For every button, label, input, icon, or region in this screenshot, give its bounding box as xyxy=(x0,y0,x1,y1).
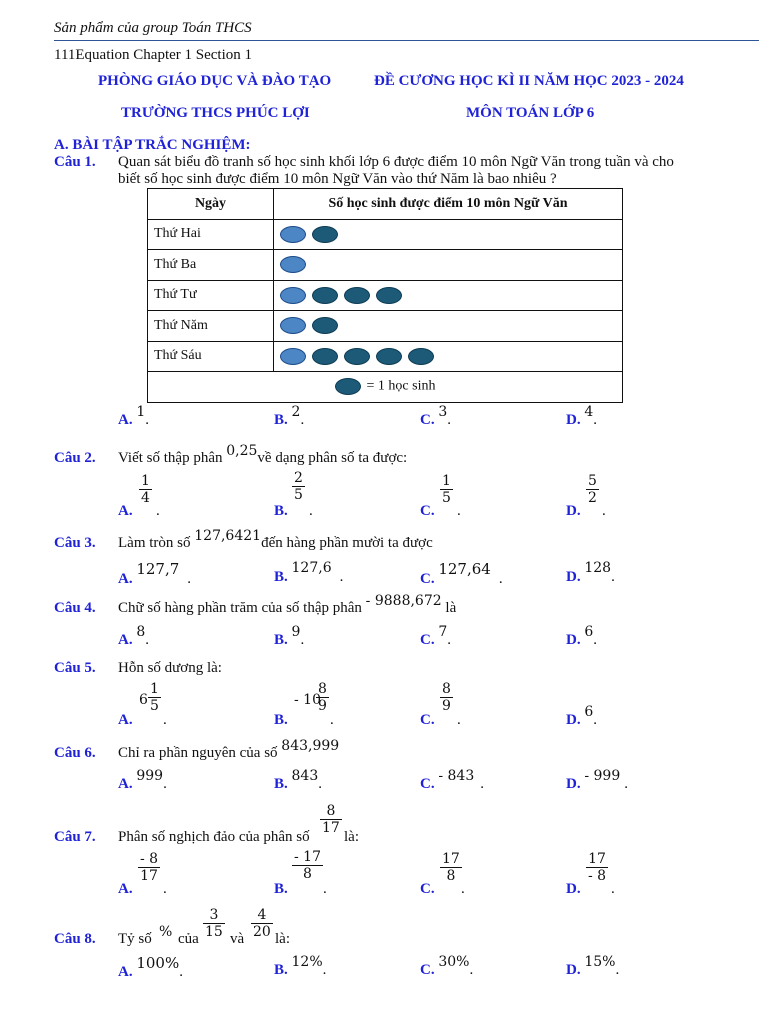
q7-option-d[interactable]: D. xyxy=(566,881,581,897)
q4-option-d[interactable]: D. 6. xyxy=(566,624,598,648)
q1-option-d[interactable]: D. 4. xyxy=(566,404,598,428)
student-icon xyxy=(280,348,306,365)
q8-option-c[interactable]: C. 30%. xyxy=(420,954,474,978)
q8-and: và xyxy=(230,931,245,947)
q2-option-b[interactable]: B. xyxy=(274,503,288,519)
subject-title: MÔN TOÁN LỚP 6 xyxy=(466,105,595,121)
student-icon xyxy=(312,348,338,365)
q2-option-a[interactable]: A. xyxy=(118,503,133,519)
q3-text: Làm tròn số 127,6421đến hàng phần mười ta được xyxy=(118,528,433,551)
q7-option-c[interactable]: C. xyxy=(420,881,435,897)
pictograph-table xyxy=(147,188,623,403)
q7-option-c-fraction: $\frac{17}{8}$ xyxy=(442,851,460,884)
q4-text: Chữ số hàng phần trăm của số thập phân - 9888,672 là xyxy=(118,593,457,616)
q7-option-b-fraction: $\frac{- 17}{8}$ xyxy=(294,849,321,882)
school-name: TRƯỜNG THCS PHÚC LỢI xyxy=(121,105,310,121)
q7-option-b[interactable]: B. xyxy=(274,881,288,897)
q2-option-d[interactable]: D. xyxy=(566,503,581,519)
q6-option-b[interactable]: B. 843. xyxy=(274,768,322,792)
q8-percent-sign: % xyxy=(159,924,173,940)
q1-option-c[interactable]: C. 3. xyxy=(420,404,452,428)
student-icon xyxy=(335,378,361,395)
q3-option-b[interactable]: B. 127,6. xyxy=(274,560,344,585)
student-icon xyxy=(344,348,370,365)
q8-option-b[interactable]: B. 12%. xyxy=(274,954,327,978)
q7-post: là: xyxy=(344,829,359,845)
student-icon xyxy=(376,287,402,304)
q8-option-a[interactable]: A. 100%. xyxy=(118,954,183,980)
q2-option-c[interactable]: C. xyxy=(420,503,435,519)
q7-option-a-fraction: $\frac{- 8}{17}$ xyxy=(140,851,159,884)
q1-option-b[interactable]: B. 2. xyxy=(274,404,305,428)
pictograph-day: Thứ Năm xyxy=(148,311,274,342)
student-icon xyxy=(280,256,306,273)
q2-option-c-fraction: $\frac{1}{5}$ xyxy=(442,473,451,506)
pictograph-row xyxy=(148,219,623,250)
pictograph-legend xyxy=(148,372,623,403)
q2-option-b-fraction: $\frac{2}{5}$ xyxy=(294,470,303,503)
q5-option-a[interactable]: A. xyxy=(118,712,133,728)
q7-fraction: $\frac{8}{17}$ xyxy=(322,803,340,836)
q4-option-b[interactable]: B. 9. xyxy=(274,624,305,648)
q5-a-whole: 6 xyxy=(139,692,148,708)
q8-fraction-1: $\frac{3}{15}$ xyxy=(205,907,223,940)
q4-label: Câu 4. xyxy=(54,600,96,616)
q7-option-d-fraction: $\frac{17}{- 8}$ xyxy=(588,851,607,884)
q3-option-c[interactable]: C. 127,64. xyxy=(420,560,503,587)
q1-label: Câu 1. xyxy=(54,154,96,170)
q1-text-line2: biết số học sinh được điểm 10 môn Ngữ Văn vào thứ Năm là bao nhiêu ? xyxy=(118,171,557,187)
q7-option-a[interactable]: A. xyxy=(118,881,133,897)
student-icon xyxy=(280,317,306,334)
q2-option-d-fraction: $\frac{5}{2}$ xyxy=(588,473,597,506)
header-divider xyxy=(54,40,759,41)
q8-post: là: xyxy=(275,931,290,947)
q8-of: của xyxy=(178,931,199,947)
col-header-count: Số học sinh được điểm 10 môn Ngữ Văn xyxy=(274,189,623,220)
q6-text: Chỉ ra phần nguyên của số 843,999 xyxy=(118,738,340,761)
q1-option-a[interactable]: A. 1. xyxy=(118,404,150,428)
q6-option-d[interactable]: D. - 999 . xyxy=(566,768,628,792)
pictograph-icons xyxy=(274,250,623,281)
q4-option-c[interactable]: C. 7. xyxy=(420,624,452,648)
q6-label: Câu 6. xyxy=(54,745,96,761)
pictograph-day: Thứ Sáu xyxy=(148,341,274,372)
q7-label: Câu 7. xyxy=(54,829,96,845)
pictograph-day: Thứ Hai xyxy=(148,219,274,250)
q7-text: Phân số nghịch đảo của phân số xyxy=(118,829,310,845)
group-header: Sản phẩm của group Toán THCS xyxy=(54,20,252,36)
q5-option-c[interactable]: C. xyxy=(420,712,435,728)
legend-text: = 1 học sinh xyxy=(366,378,436,394)
q2-label: Câu 2. xyxy=(54,450,96,466)
q5-b-fraction: $\frac{8}{9}$ xyxy=(318,681,327,714)
student-icon xyxy=(408,348,434,365)
student-icon xyxy=(376,348,402,365)
q4-option-a[interactable]: A. 8. xyxy=(118,624,150,648)
q5-a-fraction: $\frac{1}{5}$ xyxy=(150,681,159,714)
q5-option-d[interactable]: D. 6. xyxy=(566,704,598,728)
q6-option-c[interactable]: C. - 843 . xyxy=(420,768,484,792)
q5-label: Câu 5. xyxy=(54,660,96,676)
department-title: PHÒNG GIÁO DỤC VÀ ĐÀO TẠO xyxy=(98,73,332,89)
student-icon xyxy=(312,226,338,243)
pictograph-icons xyxy=(274,341,623,372)
student-icon xyxy=(280,287,306,304)
student-icon xyxy=(312,317,338,334)
student-icon xyxy=(344,287,370,304)
q5-option-b[interactable]: B. xyxy=(274,712,288,728)
pictograph-icons xyxy=(274,219,623,250)
q2-option-a-fraction: $\frac{1}{4}$ xyxy=(141,473,150,506)
section-a-title: A. BÀI TẬP TRẮC NGHIỆM: xyxy=(54,137,251,153)
q8-option-d[interactable]: D. 15%. xyxy=(566,954,620,978)
pictograph-row xyxy=(148,311,623,342)
pictograph-row xyxy=(148,280,623,311)
q1-text-line1: Quan sát biểu đồ tranh số học sinh khối lớp 6 được điểm 10 môn Ngữ Văn trong tuần và cho xyxy=(118,154,674,170)
q8-fraction-2: $\frac{4}{20}$ xyxy=(253,907,271,940)
q3-label: Câu 3. xyxy=(54,535,96,551)
q3-option-d[interactable]: D. 128. xyxy=(566,560,615,585)
q8-pre: Tỷ số xyxy=(118,931,152,947)
pictograph-row xyxy=(148,250,623,281)
pictograph-day: Thứ Tư xyxy=(148,280,274,311)
pictograph-icons xyxy=(274,311,623,342)
equation-caption: 111Equation Chapter 1 Section 1 xyxy=(54,47,253,63)
q5-b-whole: - 10 xyxy=(294,692,321,708)
student-icon xyxy=(280,226,306,243)
q8-label: Câu 8. xyxy=(54,931,96,947)
col-header-day: Ngày xyxy=(148,189,274,220)
pictograph-icons xyxy=(274,280,623,311)
q6-option-a[interactable]: A. 999. xyxy=(118,768,167,792)
q2-text: Viết số thập phân 0,25về dạng phân số ta được: xyxy=(118,443,408,466)
student-icon xyxy=(312,287,338,304)
q5-c-fraction: $\frac{8}{9}$ xyxy=(442,681,451,714)
q5-text: Hỗn số dương là: xyxy=(118,660,222,676)
pictograph-day: Thứ Ba xyxy=(148,250,274,281)
exam-title: ĐỀ CƯƠNG HỌC KÌ II NĂM HỌC 2023 - 2024 xyxy=(374,73,684,89)
q3-option-a[interactable]: A. 127,7. xyxy=(118,560,192,587)
pictograph-row xyxy=(148,341,623,372)
